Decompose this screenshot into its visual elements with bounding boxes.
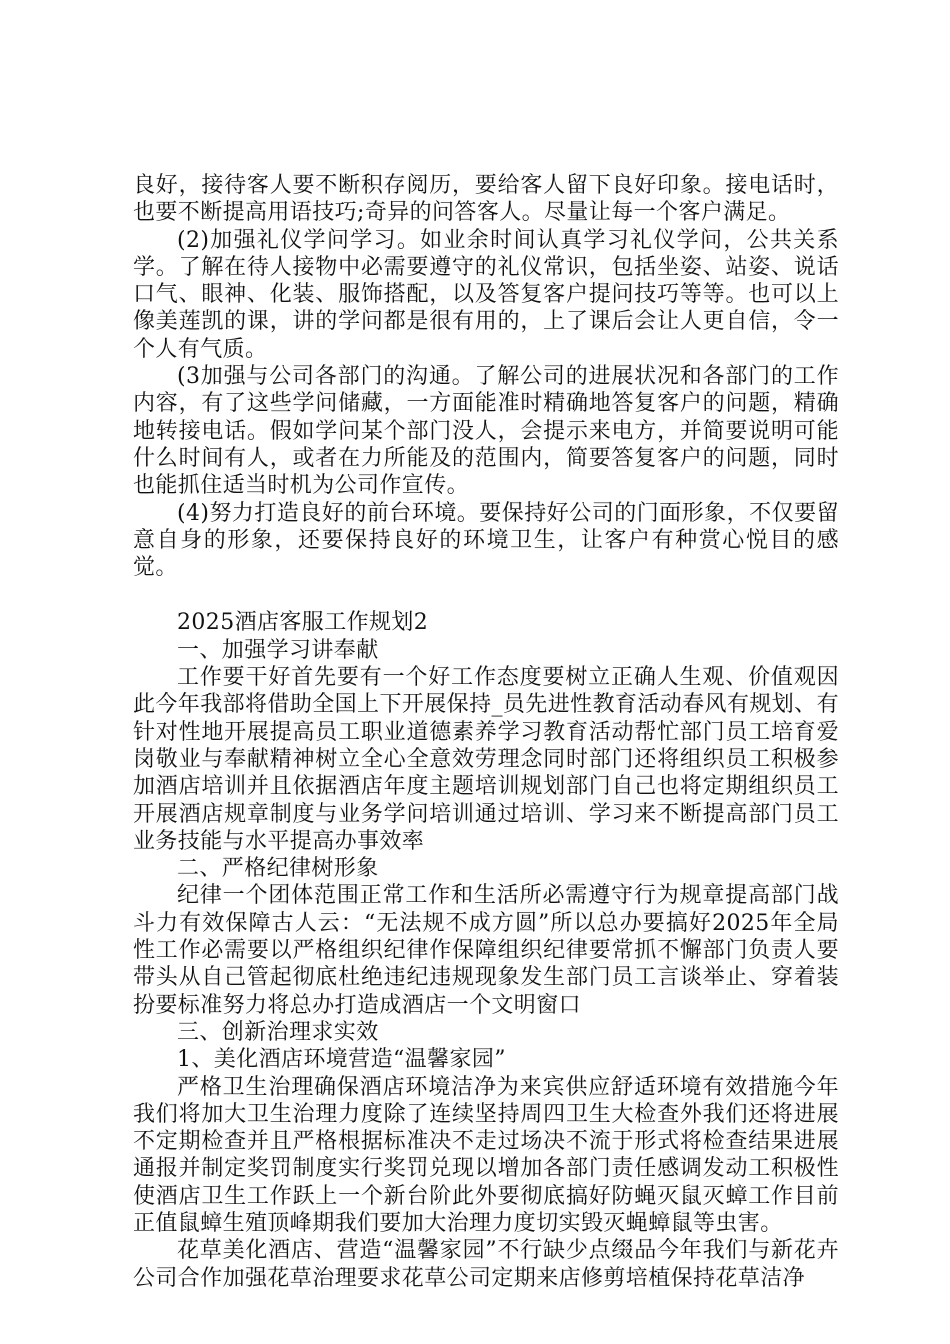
paragraph-communication: (3加强与公司各部门的沟通。了解公司的进展状况和各部门的工作内容，有了这些学问储藏，一方面能准时精确地答复客户的问题，精确地转接电话。假如学问某个部门没人，会提示来电方，并简要说明可能什么时间有人，或者在力所能及的范围内，简要答复客户的问题，同时也能抓住适当时机为公司作宣传。 xyxy=(133,364,839,499)
paragraph-etiquette: (2)加强礼仪学问学习。如业余时间认真学习礼仪学问，公共关系学。了解在待人接物中必需要遵守的礼仪常识，包括坐姿、站姿、说话口气、眼神、化装、服饰搭配，以及答复客户提问技巧等等。也可以上像美莲凯的课，讲的学问都是很有用的，上了课后会让人更自信，令一个人有气质。 xyxy=(133,227,839,362)
paragraph-front-desk: (4)努力打造良好的前台环境。要保持好公司的门面形象，不仅要留意自身的形象，还要保持良好的环境卫生，让客户有种赏心悦目的感觉。 xyxy=(133,500,839,581)
paragraph-discipline: 纪律一个团体范围正常工作和生活所必需遵守行为规章提高部门战斗力有效保障古人云：“无法规不成方圆”所以总办要搞好2025年全局性工作必需要以严格组织纪律作保障组织纪律要常抓不懈部门负责人要带头从自己管起彻底杜绝违纪违规现象发生部门员工言谈举止、穿着装扮要标准努力将总办打造成酒店一个文明窗口 xyxy=(133,883,839,1018)
paragraph-continued: 良好，接待客人要不断积存阅历，要给客人留下良好印象。接电话时，也要不断提高用语技巧;奇异的问答客人。尽量让每一个客户满足。 xyxy=(133,173,839,226)
document-body xyxy=(133,172,839,1292)
section-title: 2025酒店客服工作规划2 xyxy=(177,610,429,636)
heading-discipline: 二、严格纪律树形象 xyxy=(177,856,379,882)
subheading-environment: 1、美化酒店环境营造“温馨家园” xyxy=(177,1047,506,1073)
paragraph-study: 工作要干好首先要有一个好工作态度要树立正确人生观、价值观因此今年我部将借助全国上下开展保持_员先进性教育活动春风有规划、有针对性地开展提高员工职业道德素养学习教育活动帮忙部门员工培育爱岗敬业与奉献精神树立全心全意效劳理念同时部门还将组织员工积极参加酒店培训并且依据酒店年度主题培训规划部门自己也将定期组织员工开展酒店规章制度与业务学问培训通过培训、学习来不断提高部门员工业务技能与水平提高办事效率 xyxy=(133,665,839,854)
heading-innovation: 三、创新治理求实效 xyxy=(177,1019,379,1045)
paragraph-flowers: 花草美化酒店、营造“温馨家园”不行缺少点缀品今年我们与新花卉公司合作加强花草治理要求花草公司定期来店修剪培植保持花草洁净 xyxy=(133,1238,839,1291)
heading-study: 一、加强学习讲奉献 xyxy=(177,637,379,663)
paragraph-hygiene: 严格卫生治理确保酒店环境洁净为来宾供应舒适环境有效措施今年我们将加大卫生治理力度除了连续坚持周四卫生大检查外我们还将进展不定期检查并且严格根据标准决不走过场决不流于形式将检查结果进展通报并制定奖罚制度实行奖罚兑现以增加各部门责任感调发动工积极性使酒店卫生工作跃上一个新台阶此外要彻底搞好防蝇灭鼠灭蟑工作目前正值鼠蟑生殖顶峰期我们要加大治理力度切实毁灭蝇蟑鼠等虫害。 xyxy=(133,1074,839,1236)
section-gap xyxy=(133,581,839,609)
